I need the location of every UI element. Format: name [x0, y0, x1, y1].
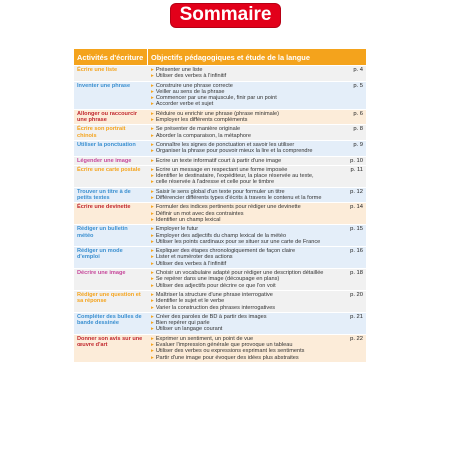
objective-text: Saisir le sens global d'un texte pour formuler un titre [155, 188, 285, 195]
bullet-icon: ▸ [151, 166, 154, 173]
activity-title: Légender une image [74, 157, 148, 165]
table-row [74, 247, 366, 268]
objectives-cell [148, 188, 366, 203]
table-row [74, 125, 366, 140]
objective-text: Maîtriser la structure d'une phrase interrogative [155, 291, 273, 298]
objective-text: Se repérer dans une image (découpage en plans) [155, 276, 280, 283]
bullet-icon: ▸ [151, 254, 154, 261]
bullet-icon: ▸ [151, 82, 154, 89]
objective-text: Identifier le sujet et le verbe [155, 298, 225, 305]
bullet-icon: ▸ [151, 173, 154, 180]
page-number[interactable]: p. 6 [353, 110, 363, 117]
table-row [74, 269, 366, 290]
bullet-icon: ▸ [151, 313, 154, 320]
bullet-icon: ▸ [151, 291, 154, 298]
table-row [74, 203, 366, 224]
activity-title: Écrire une liste [74, 66, 148, 81]
activity-title: Décrire une image [74, 269, 148, 290]
objective-text: Utiliser des verbes ou expressions exprimant les sentiments [155, 348, 305, 355]
objective-text: Construire une phrase correcte [155, 82, 233, 89]
objective-text: celle réservée à l'adresse et celle pour le timbre [155, 179, 275, 186]
objective-text: Se présenter de manière originale [155, 126, 241, 133]
bullet-icon: ▸ [151, 179, 154, 186]
bullet-icon: ▸ [151, 204, 154, 211]
objective-text: Varier la construction des phrases interrogatives [155, 304, 276, 311]
bullet-icon: ▸ [151, 188, 154, 195]
bullet-icon: ▸ [151, 95, 154, 102]
bullet-icon: ▸ [151, 67, 154, 73]
objective-text: Écrire un texte informatif court à partir d'une image [155, 157, 282, 164]
page-number[interactable]: p. 10 [350, 157, 363, 164]
bullet-icon: ▸ [151, 141, 154, 148]
activity-title: Inventer une phrase [74, 82, 148, 109]
bullet-icon: ▸ [151, 270, 154, 277]
bullet-icon: ▸ [151, 88, 154, 95]
objective-item [151, 148, 363, 154]
table-row [74, 291, 366, 312]
objective-text: Lister et numéroter des actions [155, 254, 233, 261]
objective-text: Formuler des indices pertinents pour rédiger une devinette [155, 204, 301, 211]
objective-text: Employer des adjectifs du champ lexical de la météo [155, 232, 287, 239]
activity-title: Écrire une carte postale [74, 166, 148, 187]
activity-title: Compléter des bulles de bande dessinée [74, 313, 148, 334]
page-number[interactable]: p. 15 [350, 226, 363, 233]
activity-title: Rédiger un mode d'emploi [74, 247, 148, 268]
bullet-icon: ▸ [151, 341, 154, 348]
table-row [74, 157, 366, 165]
objective-text: Employer le futur [155, 226, 199, 233]
objective-item [151, 355, 363, 361]
page-title: Sommaire [171, 4, 281, 27]
page-number[interactable]: p. 11 [350, 166, 363, 173]
objectives-cell [148, 203, 366, 224]
activity-title: Allonger ou raccourcir une phrase [74, 110, 148, 125]
page-number[interactable]: p. 9 [353, 141, 363, 148]
objective-text: Veiller au sens de la phrase [155, 88, 225, 95]
objective-item [151, 195, 363, 201]
objective-text: Accorder verbe et sujet [155, 101, 214, 108]
bullet-icon: ▸ [151, 276, 154, 283]
objective-text: Expliquer des étapes chronologiquement de façon claire [155, 248, 296, 255]
objective-item [151, 326, 363, 332]
objective-text: Évaluer l'impression générale que provoque un tableau [155, 341, 293, 348]
header-objectives: Objectifs pédagogiques et étude de la langue [148, 49, 366, 65]
activity-title: Trouver un titre à de petits textes [74, 188, 148, 203]
bullet-icon: ▸ [151, 126, 154, 133]
objective-item [151, 217, 363, 223]
objective-text: Partir d'une image pour évoquer des idées plus abstraites [155, 354, 299, 361]
objective-item [151, 133, 363, 139]
objectives-cell [148, 166, 366, 187]
page-number[interactable]: p. 21 [350, 313, 363, 320]
header-activities: Activités d'écriture [74, 49, 148, 65]
objective-item [151, 283, 363, 289]
table-row [74, 141, 366, 156]
bullet-icon: ▸ [151, 320, 154, 327]
objective-text: Utiliser un langage courant [155, 326, 223, 333]
bullet-icon: ▸ [151, 354, 154, 361]
bullet-icon: ▸ [151, 101, 154, 108]
objective-text: Créer des paroles de BD à partir des images [155, 313, 267, 320]
bullet-icon: ▸ [151, 282, 154, 289]
objective-text: Identifier le destinataire, l'expéditeur, la place réservée au texte, [155, 173, 314, 180]
objective-text: Utiliser les points cardinaux pour se situer sur une carte de France [155, 238, 321, 245]
page-number[interactable]: p. 5 [353, 82, 363, 89]
objectives-cell [148, 110, 366, 125]
bullet-icon: ▸ [151, 304, 154, 311]
objectives-cell [148, 269, 366, 290]
table-row [74, 225, 366, 246]
objectives-cell [148, 291, 366, 312]
bullet-icon: ▸ [151, 210, 154, 217]
objectives-cell [148, 225, 366, 246]
table-row [74, 110, 366, 125]
objective-text: Organiser la phrase pour pouvoir mieux la lire et la comprendre [155, 148, 313, 155]
bullet-icon: ▸ [151, 248, 154, 255]
objective-text: Définir un mot avec des contraintes [155, 210, 244, 217]
objectives-cell [148, 247, 366, 268]
objective-item [151, 179, 363, 185]
bullet-icon: ▸ [151, 132, 154, 139]
table-row [74, 82, 366, 109]
objectives-cell [148, 313, 366, 334]
bullet-icon: ▸ [151, 117, 154, 124]
activity-title: Écrire son portrait chinois [74, 125, 148, 140]
bullet-icon: ▸ [151, 335, 154, 342]
objectives-cell [148, 141, 366, 156]
table-header [74, 49, 366, 65]
activity-title: Rédiger une question et sa réponse [74, 291, 148, 312]
activity-title: Donner son avis sur une œuvre d'art [74, 335, 148, 362]
table-row [74, 188, 366, 203]
activity-title: Écrire une devinette [74, 203, 148, 224]
bullet-icon: ▸ [151, 326, 154, 333]
bullet-icon: ▸ [151, 238, 154, 245]
activity-title: Rédiger un bulletin météo [74, 225, 148, 246]
bullet-icon: ▸ [151, 216, 154, 223]
table-row [74, 66, 366, 81]
bullet-icon: ▸ [151, 348, 154, 355]
bullet-icon: ▸ [151, 260, 154, 267]
objective-item [151, 305, 363, 311]
page-number[interactable]: p. 18 [350, 270, 363, 277]
objective-text: Exprimer un sentiment, un point de vue [155, 335, 254, 342]
bullet-icon: ▸ [151, 110, 154, 117]
bullet-icon: ▸ [151, 298, 154, 305]
title-banner [0, 4, 451, 27]
table-row [74, 166, 366, 187]
page-number[interactable]: p. 20 [350, 291, 363, 298]
page-number[interactable]: p. 8 [353, 126, 363, 133]
objective-text: Employer les différents compléments [155, 117, 248, 124]
page-number[interactable]: p. 4 [353, 67, 363, 73]
page-number[interactable]: p. 14 [350, 204, 363, 211]
objective-item [151, 101, 363, 107]
objective-text: Connaître les signes de ponctuation et savoir les utiliser [155, 141, 295, 148]
objectives-cell [148, 66, 366, 81]
objective-text: Utiliser des verbes à l'infinitif [155, 260, 227, 267]
bullet-icon: ▸ [151, 157, 154, 164]
objective-text: Aborder la comparaison, la métaphore [155, 132, 251, 139]
objectives-cell [148, 82, 366, 109]
objective-text: Écrire un message en respectant une forme imposée [155, 166, 288, 173]
page-number[interactable]: p. 12 [350, 188, 363, 195]
objective-item [151, 73, 363, 79]
activity-title: Utiliser la ponctuation [74, 141, 148, 156]
objective-text: Choisir un vocabulaire adapté pour rédiger une description détaillée [155, 270, 324, 277]
objective-item [151, 261, 363, 267]
page-number[interactable]: p. 16 [350, 248, 363, 255]
objective-text: Présenter une liste [155, 67, 203, 73]
objective-text: Différencier différents types d'écrits à travers le contenu et la forme [155, 195, 322, 202]
page-number[interactable]: p. 22 [350, 335, 363, 342]
objective-item [151, 239, 363, 245]
objective-item [151, 158, 363, 164]
objective-text: Utiliser des verbes à l'infinitif [155, 73, 227, 80]
objective-text: Identifier un champ lexical [155, 216, 221, 223]
objectives-cell [148, 335, 366, 362]
table-row [74, 313, 366, 334]
bullet-icon: ▸ [151, 148, 154, 155]
contents-table [74, 48, 366, 363]
bullet-icon: ▸ [151, 232, 154, 239]
table-row [74, 335, 366, 362]
objectives-cell [148, 125, 366, 140]
bullet-icon: ▸ [151, 73, 154, 80]
objective-text: Bien repérer qui parle [155, 320, 210, 327]
objective-text: Réduire ou enrichir une phrase (phrase minimale) [155, 110, 279, 117]
table-body [74, 66, 366, 362]
objective-text: Commencer par une majuscule, finir par un point [155, 95, 277, 102]
objectives-cell [148, 157, 366, 165]
bullet-icon: ▸ [151, 226, 154, 233]
objective-text: Utiliser des adjectifs pour décrire ce que l'on voit [155, 282, 276, 289]
objective-item [151, 117, 363, 123]
bullet-icon: ▸ [151, 195, 154, 202]
